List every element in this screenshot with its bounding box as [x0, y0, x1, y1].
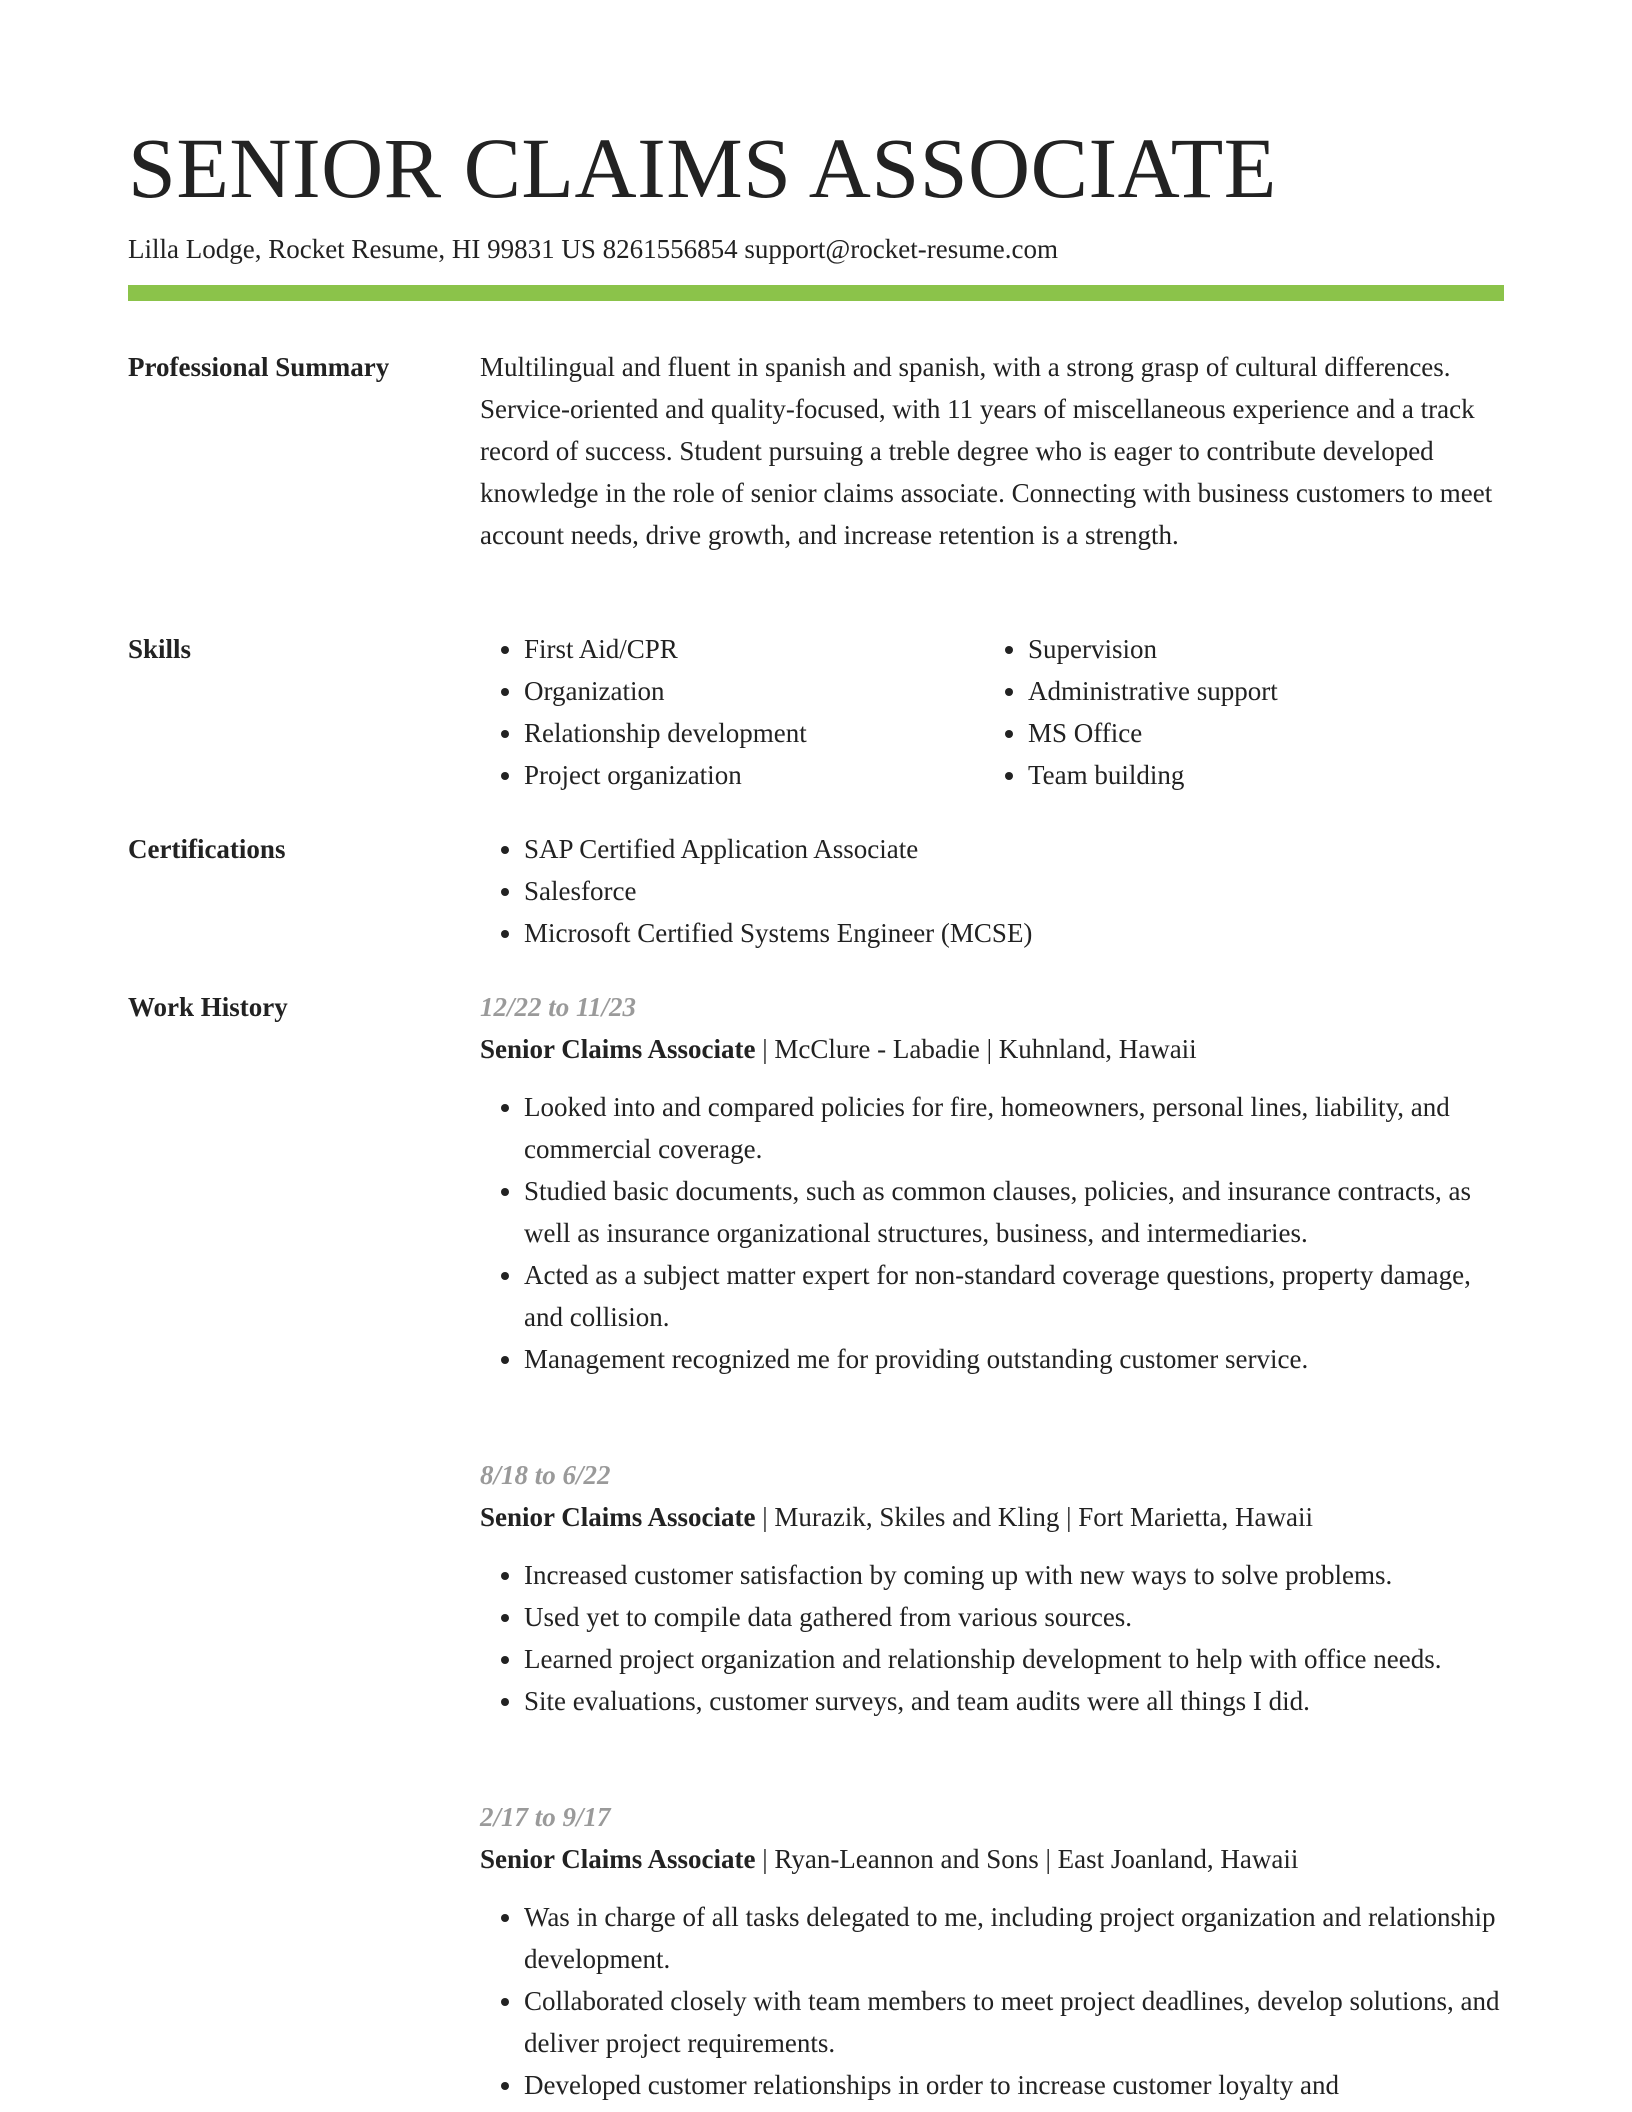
job-bullet: • Studied basic documents, such as common clauses, policies, and insurance contracts, as well as insurance organizational structures, business, and intermediaries. [524, 1170, 1504, 1254]
job-title: Senior Claims Associate [480, 1502, 756, 1532]
job-bullet: • Management recognized me for providing outstanding customer service. [524, 1338, 1504, 1380]
job-employer-location: | McClure - Labadie | Kuhnland, Hawaii [755, 1034, 1197, 1064]
summary-label: Professional Summary [128, 352, 390, 382]
work-history-label: Work History [128, 992, 288, 1022]
job-heading [480, 1028, 1504, 1070]
certification-item: • Microsoft Certified Systems Engineer (MCSE) [524, 912, 1504, 954]
job-bullet-list [480, 1086, 1504, 1380]
job-bullet: • Was in charge of all tasks delegated to me, including project organization and relationship development. [524, 1896, 1504, 1980]
contact-info: Lilla Lodge, Rocket Resume, HI 99831 US 8261556854 support@rocket-resume.com [128, 234, 1058, 264]
skills-label: Skills [128, 634, 192, 664]
skill-item: • MS Office [1028, 712, 1488, 754]
job-bullet: • Site evaluations, customer surveys, and team audits were all things I did. [524, 1680, 1504, 1722]
job-bullet: • Increased customer satisfaction by coming up with new ways to solve problems. [524, 1554, 1504, 1596]
skill-item: • Team building [1028, 754, 1488, 796]
job-heading [480, 1496, 1504, 1538]
skills-list-right [984, 628, 1488, 796]
certifications-list [480, 828, 1504, 954]
job-bullet-list [480, 1896, 1504, 2106]
skill-item: • First Aid/CPR [524, 628, 984, 670]
job-title: Senior Claims Associate [480, 1844, 756, 1874]
job-bullet: • Looked into and compared policies for fire, homeowners, personal lines, liability, and commercial coverage. [524, 1086, 1504, 1170]
certification-item: • SAP Certified Application Associate [524, 828, 1504, 870]
skills-list-left [480, 628, 984, 796]
certification-item: • Salesforce [524, 870, 1504, 912]
job-bullet: • Collaborated closely with team members to meet project deadlines, develop solutions, and deliver project requirements. [524, 1980, 1504, 2064]
skill-item: • Project organization [524, 754, 984, 796]
certifications-label: Certifications [128, 834, 286, 864]
job-heading [480, 1838, 1504, 1880]
skill-item: • Organization [524, 670, 984, 712]
job-employer-location: | Murazik, Skiles and Kling | Fort Marietta, Hawaii [755, 1502, 1313, 1532]
summary-text: Multilingual and fluent in spanish and spanish, with a strong grasp of cultural differences. Service-oriented and quality-focused, with 11 years of miscellaneous experience and a track record of success. Student pursuing a treble degree who is eager to contribute developed knowledge in the role of senior claims associate. Connecting with business customers to meet account needs, drive growth, and increase retention is a strength. [480, 352, 1493, 550]
skill-item: • Relationship development [524, 712, 984, 754]
job-dates: 12/22 to 11/23 [480, 992, 637, 1022]
skill-item: • Administrative support [1028, 670, 1488, 712]
job-bullet-list [480, 1554, 1504, 1722]
job-employer-location: | Ryan-Leannon and Sons | East Joanland, Hawaii [755, 1844, 1299, 1874]
skill-item: • Supervision [1028, 628, 1488, 670]
job-bullet: • Developed customer relationships in order to increase customer loyalty and [524, 2064, 1504, 2106]
job-dates: 2/17 to 9/17 [480, 1802, 611, 1832]
job-bullet: • Learned project organization and relationship development to help with office needs. [524, 1638, 1504, 1680]
resume-title: SENIOR CLAIMS ASSOCIATE [128, 120, 1277, 216]
job-dates: 8/18 to 6/22 [480, 1460, 611, 1490]
job-bullet: • Acted as a subject matter expert for non-standard coverage questions, property damage, and collision. [524, 1254, 1504, 1338]
job-title: Senior Claims Associate [480, 1034, 756, 1064]
job-bullet: • Used yet to compile data gathered from various sources. [524, 1596, 1504, 1638]
accent-divider [128, 285, 1504, 301]
